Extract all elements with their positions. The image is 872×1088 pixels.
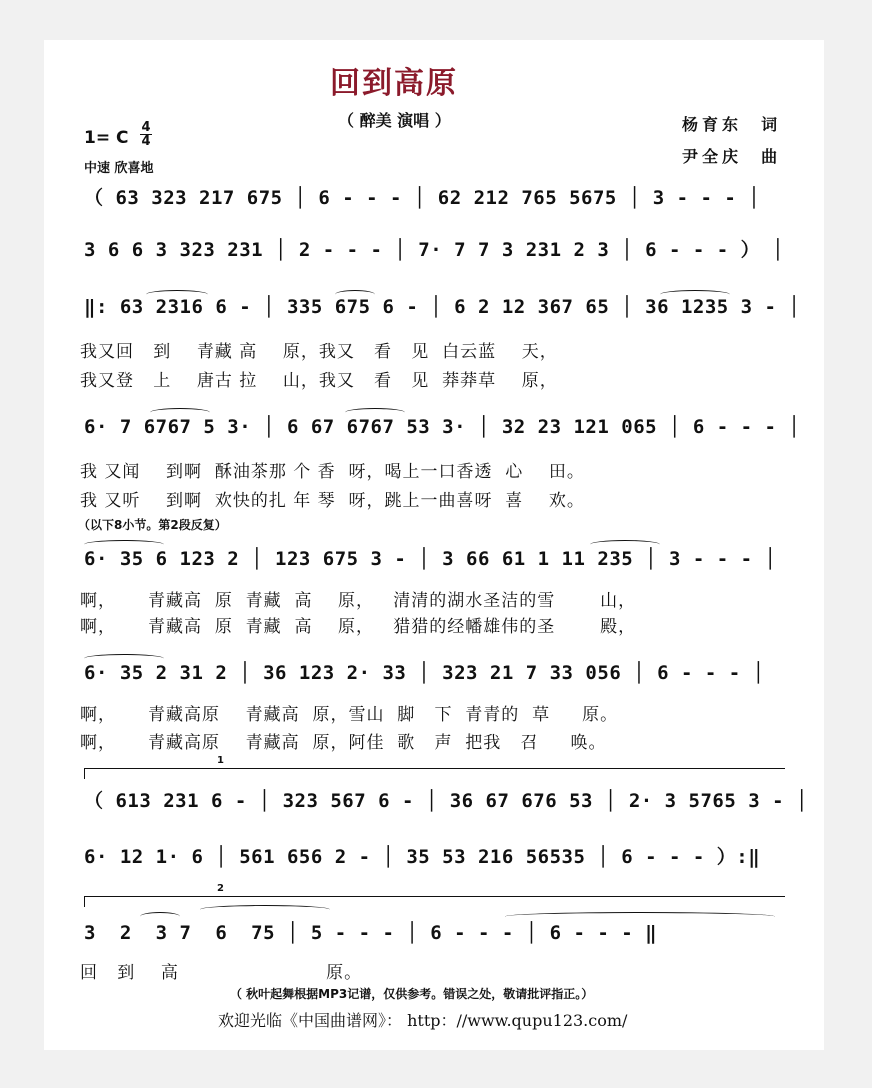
- slur: [84, 540, 164, 549]
- slur: [345, 408, 405, 417]
- lyric-line: 回 到 高 原。: [80, 963, 363, 983]
- lyric-line: 我又登 上 唐古 拉 山，我又 看 见 莽莽草 原，: [80, 371, 558, 391]
- tie: [505, 912, 775, 921]
- slur: [84, 654, 164, 663]
- slur: [590, 540, 660, 549]
- lyric-line: 我 又闻 到啊 酥油茶那 个 香 呀，喝上一口香透 心 田。: [80, 462, 585, 482]
- volta-bracket-1: [84, 755, 785, 779]
- volta-2-label: 2: [217, 883, 224, 894]
- lyric-line: 啊， 青藏高 原 青藏 高 原， 清清的湖水圣洁的雪 山，: [80, 591, 637, 611]
- notation-row: 3 6 6 3 323 231 │ 2 - - - │ 7· 7 7 3 231 2 3 │ 6 - - - ） │: [84, 239, 785, 261]
- time-signature: [140, 121, 152, 148]
- lyric-line: 啊， 青藏高 原 青藏 高 原， 猎猎的经幡雄伟的圣 殿，: [80, 617, 637, 637]
- lyric-line: 我 又听 到啊 欢快的扎 年 琴 呀，跳上一曲喜呀 喜 欢。: [80, 491, 585, 511]
- footer-note: （ 秋叶起舞根据MP3记谱，仅供参考。错误之处，敬请批评指正。）: [230, 987, 594, 1001]
- slur: [335, 290, 375, 299]
- time-sig-top: 4: [141, 120, 151, 135]
- song-title: 回到高原: [330, 66, 458, 101]
- singer-credit: （ 醉美 演唱 ）: [338, 111, 451, 130]
- composer-credit: 尹全庆 曲: [682, 147, 782, 166]
- notation-row: 6· 35 2 31 2 │ 36 123 2· 33 │ 323 21 7 33 056 │ 6 - - - │: [84, 662, 765, 684]
- tempo-marking: 中速 欣喜地: [84, 161, 154, 176]
- lyric-line: 啊， 青藏高原 青藏高 原，阿佳 歌 声 把我 召 唤。: [80, 733, 607, 753]
- lyricist-credit: 杨育东 词: [682, 115, 782, 134]
- slur: [150, 408, 210, 417]
- slur: [146, 290, 208, 299]
- volta-bracket-2: [84, 883, 785, 907]
- slur: [660, 290, 730, 299]
- lyric-line: 我又回 到 青藏 高 原，我又 看 见 白云蓝 天，: [80, 342, 558, 362]
- repeat-instruction: （以下8小节。第2段反复）: [78, 518, 227, 532]
- slur: [200, 905, 330, 914]
- notation-row: 6· 12 1· 6 │ 561 656 2 - │ 35 53 216 56535 │ 6 - - - ）:‖: [84, 846, 761, 868]
- volta-1-label: 1: [217, 755, 224, 766]
- notation-row: （ 613 231 6 - │ 323 567 6 - │ 36 67 676 53 │ 2· 3 5765 3 - │: [84, 790, 808, 812]
- notation-row: 6· 35 6 123 2 │ 123 675 3 - │ 3 66 61 1 11 235 │ 3 - - - │: [84, 548, 777, 570]
- notation-row: ‖: 63 2316 6 - │ 335 675 6 - │ 6 2 12 367 65 │ 36 1235 3 - │: [84, 296, 801, 318]
- footer-site-link[interactable]: 欢迎光临《中国曲谱网》： http：//www.qupu123.com/: [218, 1011, 628, 1030]
- key-signature: 1= C: [84, 128, 129, 148]
- notation-row: （ 63 323 217 675 │ 6 - - - │ 62 212 765 5675 │ 3 - - - │: [84, 187, 761, 209]
- time-sig-bottom: 4: [141, 134, 151, 149]
- slur: [140, 912, 180, 921]
- notation-row: 6· 7 6767 5 3· │ 6 67 6767 53 3· │ 32 23 121 065 │ 6 - - - │: [84, 416, 801, 438]
- notation-row: 3 2 3 7 6 75 │ 5 - - - │ 6 - - - │ 6 - - - ‖: [84, 922, 658, 944]
- lyric-line: 啊， 青藏高原 青藏高 原，雪山 脚 下 青青的 草 原。: [80, 705, 619, 725]
